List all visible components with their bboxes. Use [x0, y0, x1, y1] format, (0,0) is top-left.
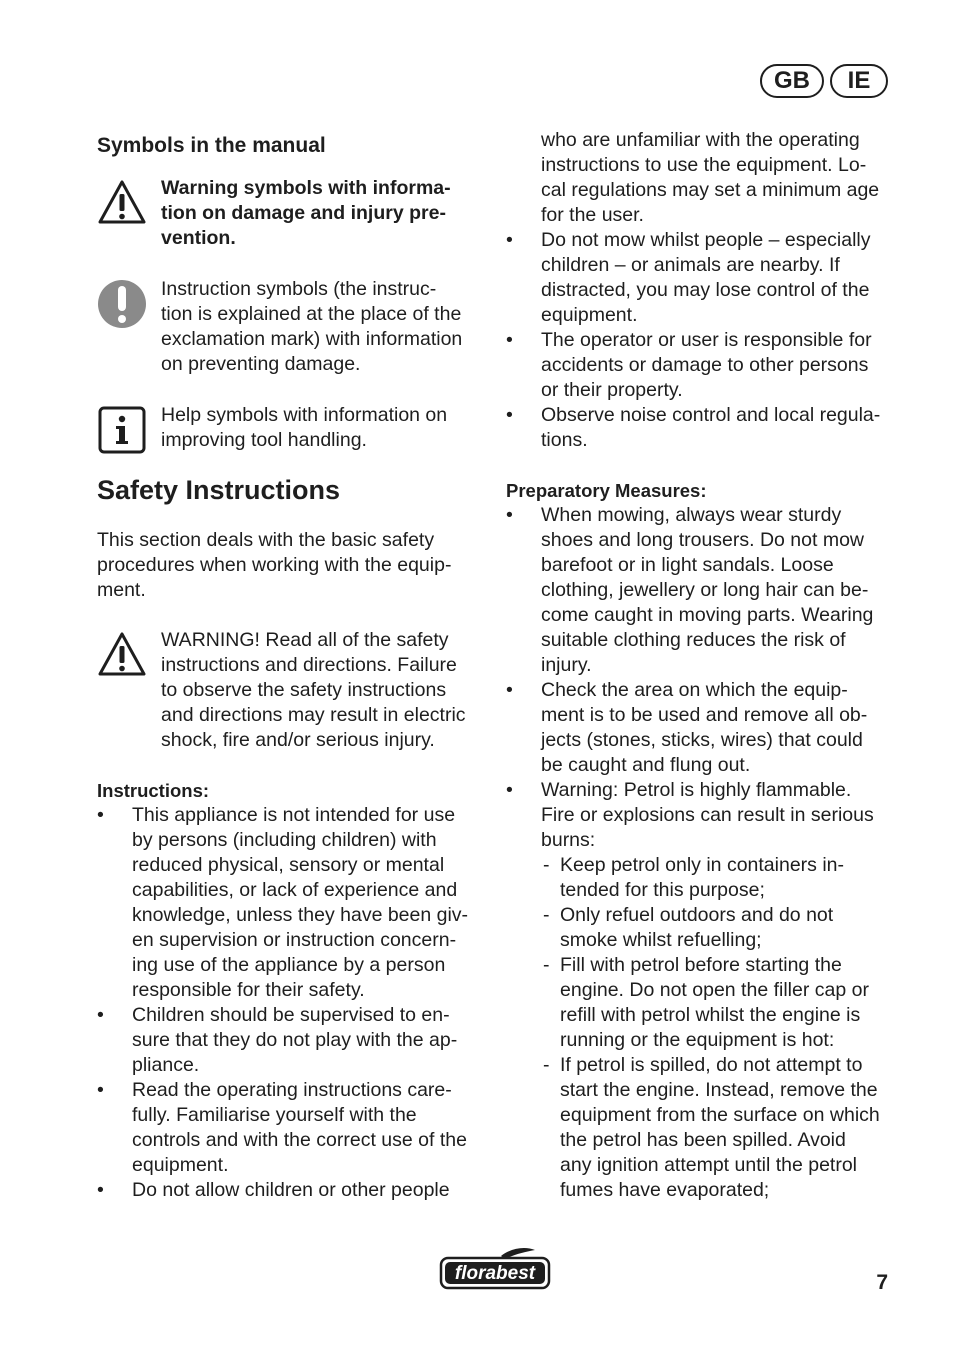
safety-heading: Safety Instructions [97, 475, 341, 505]
exclamation-circle-icon [97, 279, 147, 329]
left-column [97, 128, 487, 1203]
symbol-instruction-text: Instruction symbols (the instruc- tion is explained at the place of the exclamation mark) with information on preventing damage. [161, 278, 463, 375]
list-item: • Do not mow whilst people – especially children – or animals are nearby. If distracted, you may lose control of the equipment. [506, 228, 896, 328]
list-item: • Warning: Petrol is highly flammable. Fire or explosions can result in serious burns: - Keep petrol only in containers in- tended for this purpose; - Only refuel outdoors and do not smoke whilst refuelling; - Fill with petrol before starting the engine. Do not open the filler cap or refill with petrol whilst the engine is running or the equipment is hot: - If petrol is spilled, do not attempt to start the engine. Instead, remove the equipment from the surface on which the petrol has been spilled. Avoid any ignition attempt until the petrol fumes have evaporated; [506, 778, 896, 1203]
safety-warning-text: WARNING! Read all of the safety instructions and directions. Failure to observe the safety instructions and directions may result in electric shock, fire and/or serious injury. [161, 629, 466, 751]
list-item: - Keep petrol only in containers in- tended for this purpose; [541, 853, 896, 903]
symbol-row-warning [97, 176, 487, 251]
info-square-icon [97, 405, 147, 455]
preparatory-list [506, 503, 896, 1203]
list-item: • Observe noise control and local regula- tions. [506, 403, 896, 453]
language-badge-ie: IE [830, 64, 888, 98]
safety-warning-block [97, 628, 487, 753]
instructions-list-continued [506, 228, 896, 453]
preparatory-heading: Preparatory Measures: [506, 480, 707, 501]
list-item: • Children should be supervised to en- sure that they do not play with the ap- pliance. [97, 1003, 487, 1078]
symbol-help-text: Help symbols with information on improving tool handling. [161, 404, 448, 451]
list-item: • When mowing, always wear sturdy shoes and long trousers. Do not mow barefoot or in light sandals. Loose clothing, jewellery or long hair can be- come caught in moving parts. Wearing suitable clothing reduces the risk of injury. [506, 503, 896, 678]
florabest-logo [439, 1246, 551, 1290]
logo-text: florabest [454, 1263, 536, 1284]
warning-triangle-icon [97, 630, 147, 680]
petrol-sublist [541, 853, 896, 1203]
instructions-continued: who are unfamiliar with the operating instructions to use the equipment. Lo- cal regulations may set a minimum age for the user. [541, 129, 880, 226]
symbol-row-instruction [97, 277, 487, 377]
safety-intro: This section deals with the basic safety procedures when working with the equip- ment. [97, 529, 452, 601]
warning-triangle-icon [97, 178, 147, 228]
list-item: - Fill with petrol before starting the engine. Do not open the filler cap or refill with petrol whilst the engine is running or the equipment is hot: [541, 953, 896, 1053]
language-badge-gb: GB [760, 64, 824, 98]
list-item: • Do not allow children or other people [97, 1178, 487, 1203]
instructions-list [97, 803, 487, 1203]
list-item: • This appliance is not intended for use by persons (including children) with reduced physical, sensory or mental capabilities, or lack of experience and knowledge, unless they have been giv- en supervision or instruction concern- ing use of the appliance by a person responsible for their safety. [97, 803, 487, 1003]
list-item: • Check the area on which the equip- ment is to be used and remove all ob- jects (stones, sticks, wires) that could be caught and flung out. [506, 678, 896, 778]
list-item: - If petrol is spilled, do not attempt to start the engine. Instead, remove the equipment from the surface on which the petrol has been spilled. Avoid any ignition attempt until the petrol fumes have evaporated; [541, 1053, 896, 1203]
symbol-warning-text: Warning symbols with informa- tion on damage and injury pre- vention. [161, 177, 451, 249]
right-column [506, 128, 896, 1203]
page-number: 7 [876, 1271, 888, 1294]
instructions-heading: Instructions: [97, 780, 210, 801]
list-item: - Only refuel outdoors and do not smoke whilst refuelling; [541, 903, 896, 953]
list-item: • Read the operating instructions care- fully. Familiarise yourself with the controls and with the correct use of the equipment. [97, 1078, 487, 1178]
symbol-row-help [97, 403, 487, 453]
list-item: • The operator or user is responsible for accidents or damage to other persons or their property. [506, 328, 896, 403]
language-badges [760, 64, 888, 98]
symbols-heading: Symbols in the manual [97, 134, 326, 157]
